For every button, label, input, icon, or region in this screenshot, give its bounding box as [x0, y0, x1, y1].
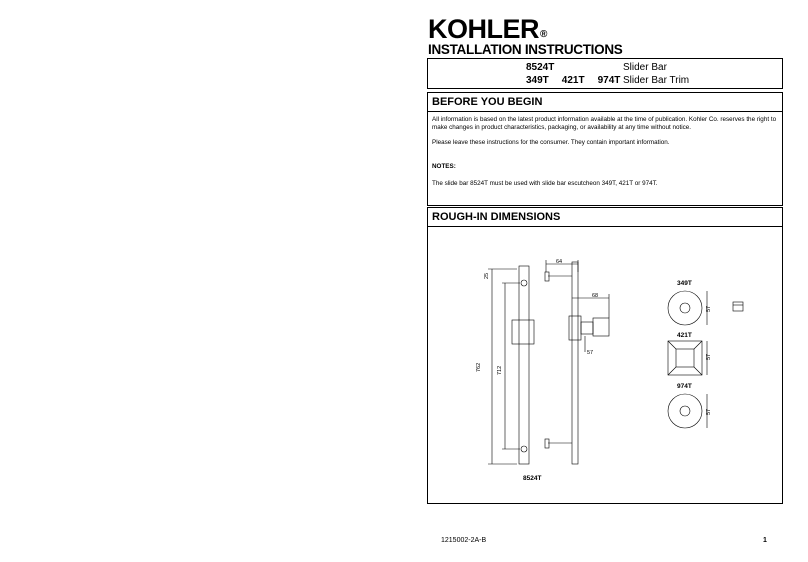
section-heading: ROUGH-IN DIMENSIONS [432, 211, 561, 223]
model-code: 349T [526, 75, 549, 86]
model-code: 974T [597, 75, 621, 86]
dim-centers: 712 [497, 365, 503, 375]
handle-holder [593, 318, 609, 336]
dim-depth: 64 [556, 259, 563, 265]
label-974t: 974T [677, 383, 692, 390]
escutcheon-side-icon [733, 302, 743, 311]
consumer-paragraph: Please leave these instructions for the consumer. They contain important information. [432, 139, 670, 146]
dim-escutcheon-974: 57 [706, 408, 712, 415]
mount-screw-icon [521, 280, 527, 286]
registered-mark: ® [540, 29, 547, 40]
dim-handle-depth: 68 [592, 293, 599, 299]
dim-escutcheon-421: 57 [706, 353, 712, 360]
page-number: 1 [763, 537, 767, 544]
info-paragraph: All information is based on the latest product information available at the time of publication. Kohler Co. reserves the right to make changes in product characteristics, packaging, or availability at any time without notice. [432, 116, 777, 132]
slide-bar [519, 266, 529, 464]
notes-label: NOTES: [432, 163, 456, 170]
label-421t: 421T [677, 332, 692, 339]
model-code: 8524T [526, 62, 555, 73]
brand-name: KOHLER [428, 14, 539, 44]
dim-handle-drop: 57 [587, 350, 594, 356]
doc-title: INSTALLATION INSTRUCTIONS [428, 42, 623, 57]
mount-screw-icon [521, 446, 527, 452]
model-name-1: Slider Bar [623, 62, 667, 73]
dim-top-offset: 25 [484, 272, 490, 279]
escutcheon-349-icon [668, 291, 702, 325]
doc-code: 1215002-2A-B [441, 537, 487, 544]
model-name-2: Slider Bar Trim [623, 75, 690, 86]
model-code: 421T [561, 75, 585, 86]
note-text: The slide bar 8524T must be used with slide bar escutcheon 349T, 421T or 974T. [432, 180, 658, 187]
dim-escutcheon-349: 57 [706, 305, 712, 312]
slider-side-view [569, 316, 581, 340]
escutcheon-974-icon [668, 394, 702, 428]
label-8524t: 8524T [523, 475, 542, 482]
label-349t: 349T [677, 280, 692, 287]
section-heading: BEFORE YOU BEGIN [432, 96, 543, 108]
slider-block [512, 320, 534, 344]
bar-side-view [572, 262, 578, 464]
dim-overall: 762 [476, 362, 482, 372]
